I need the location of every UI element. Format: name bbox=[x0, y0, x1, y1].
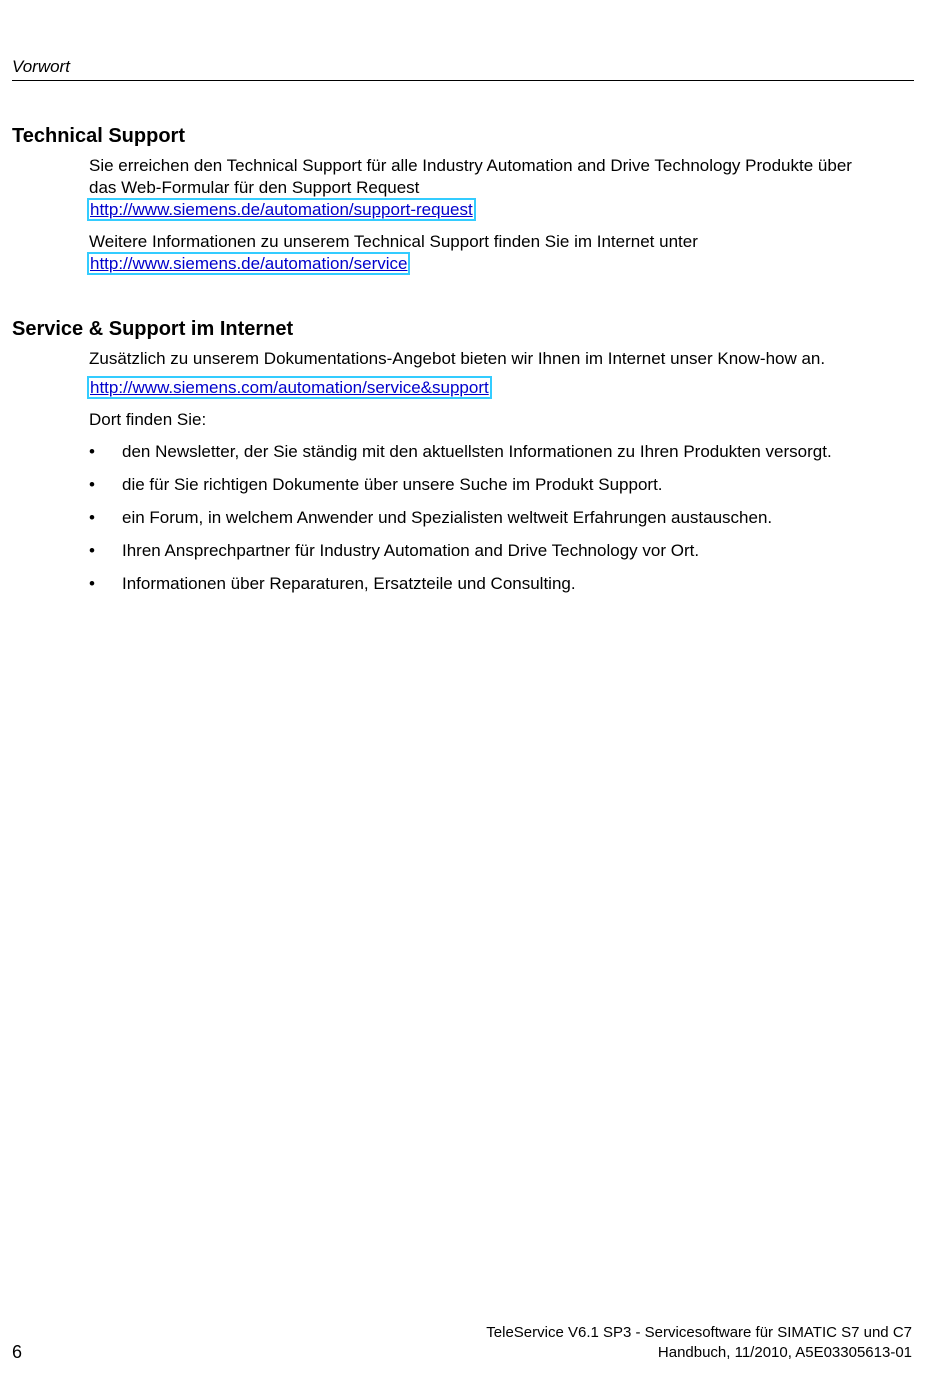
service-support-link-line bbox=[89, 377, 914, 399]
bullet: • bbox=[89, 574, 95, 593]
bullet: • bbox=[89, 475, 95, 494]
page-number: 6 bbox=[12, 1342, 23, 1362]
service-support-intro: Zusätzlich zu unserem Dokumentations-Angebot bieten wir Ihnen im Internet unser Know-how an. bbox=[89, 349, 826, 368]
service-support-link[interactable]: http://www.siemens.com/automation/service&support bbox=[90, 378, 489, 397]
page-header bbox=[12, 57, 914, 81]
footer-title: TeleService V6.1 SP3 - Servicesoftware für SIMATIC S7 und C7 bbox=[486, 1324, 912, 1341]
technical-support-more-info bbox=[89, 231, 914, 275]
service-support-heading: Service & Support im Internet bbox=[12, 318, 294, 340]
technical-support-intro bbox=[89, 155, 914, 221]
find-label: Dort finden Sie: bbox=[89, 410, 207, 429]
bullet: • bbox=[89, 541, 95, 560]
list-item bbox=[89, 573, 914, 606]
header-title: Vorwort bbox=[12, 57, 70, 76]
list-item-text: den Newsletter, der Sie ständig mit den aktuellsten Informationen zu Ihren Produkten versorgt. bbox=[122, 442, 832, 461]
technical-support-intro-line1: Sie erreichen den Technical Support für alle Industry Automation and Drive Technology Produkte über bbox=[89, 156, 852, 175]
list-item-text: ein Forum, in welchem Anwender und Spezialisten weltweit Erfahrungen austauschen. bbox=[122, 508, 773, 527]
list-item-text: Informationen über Reparaturen, Ersatzteile und Consulting. bbox=[122, 574, 576, 593]
list-item-text: Ihren Ansprechpartner für Industry Automation and Drive Technology vor Ort. bbox=[122, 541, 700, 560]
technical-support-intro-line2: das Web-Formular für den Support Request bbox=[89, 178, 420, 197]
list-item bbox=[89, 474, 914, 507]
list-item bbox=[89, 507, 914, 540]
list-item bbox=[89, 441, 914, 474]
bullet: • bbox=[89, 508, 95, 527]
more-info-text: Weitere Informationen zu unserem Technical Support finden Sie im Internet unter bbox=[89, 232, 698, 251]
offer-list bbox=[89, 441, 914, 606]
list-item-text: die für Sie richtigen Dokumente über unsere Suche im Produkt Support. bbox=[122, 475, 663, 494]
service-link[interactable]: http://www.siemens.de/automation/service bbox=[90, 254, 408, 273]
technical-support-heading: Technical Support bbox=[12, 125, 185, 147]
support-request-link[interactable]: http://www.siemens.de/automation/support-request bbox=[90, 200, 473, 219]
footer-subtitle: Handbuch, 11/2010, A5E03305613-01 bbox=[657, 1344, 912, 1361]
bullet: • bbox=[89, 442, 95, 461]
list-item bbox=[89, 540, 914, 573]
